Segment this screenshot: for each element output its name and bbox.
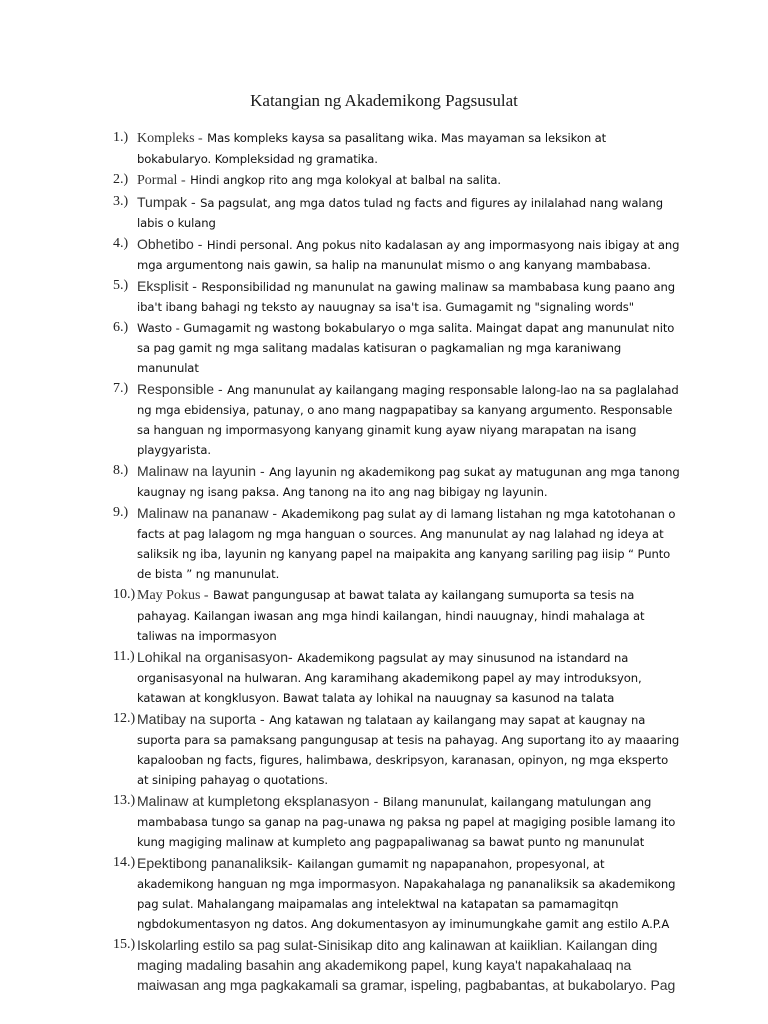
item-term: Lohikal na organisasyon- bbox=[137, 649, 293, 665]
characteristics-list bbox=[113, 128, 683, 996]
item-number: 8.) bbox=[113, 463, 129, 478]
item-description: Kailangan gumamit ng napapanahon, propesyonal, at akademikong hanguan ng mga impormasyon. Napakahalaga ng pananaliksik sa akademikong pag sulat. Mahalangang maipamalas ang intelektwal na katapatan sa pamamagitqn ngbdokumentasyon ng datos. Ang dokumentasyon ay iminumungkahe gamit ang estilo A.P.A bbox=[137, 857, 676, 931]
item-description: Bilang manunulat, kailangang matulungan ang mambabasa tungo sa ganap na pag-unawa ng paksa ng papel at magiging posible lamang ito kung magiging malinaw at kumpleto ang pagpapaliwanag sa bawat punto ng manunulat bbox=[137, 795, 676, 849]
item-description: Hindi angkop rito ang mga kolokyal at balbal na salita. bbox=[190, 173, 501, 187]
item-description: Responsibilidad ng manunulat na gawing malinaw sa mambabasa kung paano ang iba't ibang bahagi ng teksto ay nauugnay sa isa't isa. Gumagamit ng "signaling words" bbox=[137, 280, 676, 314]
item-description: Akademikong pagsulat ay may sinusunod na istandard na organisasyonal na hulwaran. Ang karamihang akademikong papel ay may introduksyon, katawan at kongklusyon. Bawat talata ay lohikal na nauugnay sa kasunod na talata bbox=[137, 651, 642, 705]
item-description: Ang katawan ng talataan ay kailangang may sapat at kaugnay na suporta para sa pamaksang pangungusap at tesis na pahayag. Ang suportang ito ay maaaring kapalooban ng facts, figures, halimbawa, deskripsyon, karanasan, opinyon, ng mga eksperto at siniping pahayag o quotations. bbox=[137, 713, 680, 787]
item-description: Iskolarling estilo sa pag sulat-Sinisikap dito ang kalinawan at kaiiklian. Kailangan ding maging madaling basahin ang akademikong papel, kung kaya't napakahalaaq na maiwasan ang mga pagkakamali sa gramar, ispeling, pagbabantas, at bukabolaryo. Pag bbox=[137, 937, 676, 993]
list-item bbox=[113, 585, 683, 646]
item-number: 5.) bbox=[113, 278, 129, 293]
list-item bbox=[113, 379, 683, 460]
item-description: Wasto - Gumagamit ng wastong bokabularyo o mga salita. Maingat dapat ang manunulat nito sa pag gamit ng mga salitang madalas katisuran o pagkamalian ng mga karaniwang manunulat bbox=[137, 321, 675, 375]
item-body bbox=[137, 935, 683, 995]
item-number: 9.) bbox=[113, 505, 129, 520]
item-body bbox=[137, 853, 683, 934]
list-item bbox=[113, 791, 683, 852]
item-number: 10.) bbox=[113, 587, 136, 602]
list-item bbox=[113, 276, 683, 317]
item-number: 4.) bbox=[113, 236, 129, 251]
item-term: May Pokus - bbox=[137, 588, 209, 603]
item-description: Ang manunulat ay kailangang maging responsable lalong-lao na sa paglalahad ng mga ebidensiya, patunay, o ano mang nagpapatibay sa kanyang argumento. Responsable sa hanguan ng impormasyong kanyang ginamit kung ayaw niyang marapatan na isang playgyarista. bbox=[137, 383, 679, 457]
item-body bbox=[137, 276, 683, 317]
item-description: Sa pagsulat, ang mga datos tulad ng facts and figures ay inilalahad nang walang labis o kulang bbox=[137, 196, 663, 230]
item-number: 2.) bbox=[113, 172, 129, 187]
item-body bbox=[137, 318, 683, 378]
item-term: Obhetibo - bbox=[137, 236, 203, 252]
list-item bbox=[113, 853, 683, 934]
item-number: 14.) bbox=[113, 855, 136, 870]
document-title: Katangian ng Akademikong Pagsusulat bbox=[250, 91, 518, 110]
item-body bbox=[137, 170, 683, 191]
item-description: Ang layunin ng akademikong pag sukat ay matugunan ang mga tanong kaugnay ng isang paksa. Ang tanong na ito ang nag bibigay ng layunin. bbox=[137, 465, 680, 499]
item-number: 15.) bbox=[113, 937, 136, 952]
item-term: Kompleks - bbox=[137, 131, 203, 146]
item-description: Hindi personal. Ang pokus nito kadalasan ay ang impormasyong nais ibigay at ang mga argumentong nais gawin, sa halip na manunulat mismo o ang kanyang mambabasa. bbox=[137, 238, 680, 272]
item-description: Bawat pangungusap at bawat talata ay kailangang sumuporta sa tesis na pahayag. Kailangan iwasan ang mga hindi kailangan, hindi nauugnay, hindi mahalaga at taliwas na impormasyon bbox=[137, 588, 645, 643]
list-item bbox=[113, 318, 683, 378]
list-item bbox=[113, 647, 683, 708]
item-body bbox=[137, 192, 683, 233]
item-number: 12.) bbox=[113, 711, 136, 726]
list-item bbox=[113, 234, 683, 275]
item-term: Epektibong pananaliksik- bbox=[137, 855, 293, 871]
item-number: 6.) bbox=[113, 320, 129, 335]
item-term: Matibay na suporta - bbox=[137, 711, 265, 727]
item-number: 13.) bbox=[113, 793, 136, 808]
list-item bbox=[113, 461, 683, 502]
item-term: Malinaw at kumpletong eksplanasyon - bbox=[137, 793, 379, 809]
list-item bbox=[113, 935, 683, 995]
list-item bbox=[113, 170, 683, 191]
list-item bbox=[113, 128, 683, 169]
item-number: 7.) bbox=[113, 381, 129, 396]
item-body bbox=[137, 461, 683, 502]
item-term: Tumpak - bbox=[137, 194, 196, 210]
item-number: 1.) bbox=[113, 130, 129, 145]
item-body bbox=[137, 503, 683, 584]
item-body bbox=[137, 585, 683, 646]
item-body bbox=[137, 647, 683, 708]
item-term: Responsible - bbox=[137, 381, 223, 397]
item-body bbox=[137, 128, 683, 169]
list-item bbox=[113, 192, 683, 233]
list-item bbox=[113, 709, 683, 790]
item-body bbox=[137, 234, 683, 275]
item-term: Malinaw na pananaw - bbox=[137, 505, 278, 521]
item-term: Eksplisit - bbox=[137, 278, 197, 294]
item-number: 11.) bbox=[113, 649, 135, 664]
item-body bbox=[137, 791, 683, 852]
item-number: 3.) bbox=[113, 194, 129, 209]
item-term: Pormal - bbox=[137, 173, 186, 188]
item-body bbox=[137, 379, 683, 460]
item-term: Malinaw na layunin - bbox=[137, 463, 265, 479]
item-description: Mas kompleks kaysa sa pasalitang wika. Mas mayaman sa leksikon at bokabularyo. Kompleksidad ng gramatika. bbox=[137, 131, 607, 166]
item-body bbox=[137, 709, 683, 790]
item-description: Akademikong pag sulat ay di lamang listahan ng mga katotohanan o facts at pag lalagom ng mga hanguan o sources. Ang manunulat ay nag lalahad ng ideya at saliksik ng iba, layunin ng kanyang papel na maipakita ang kanyang sariling pag iisip “ Punto de bista ” ng manunulat. bbox=[137, 507, 676, 581]
list-item bbox=[113, 503, 683, 584]
